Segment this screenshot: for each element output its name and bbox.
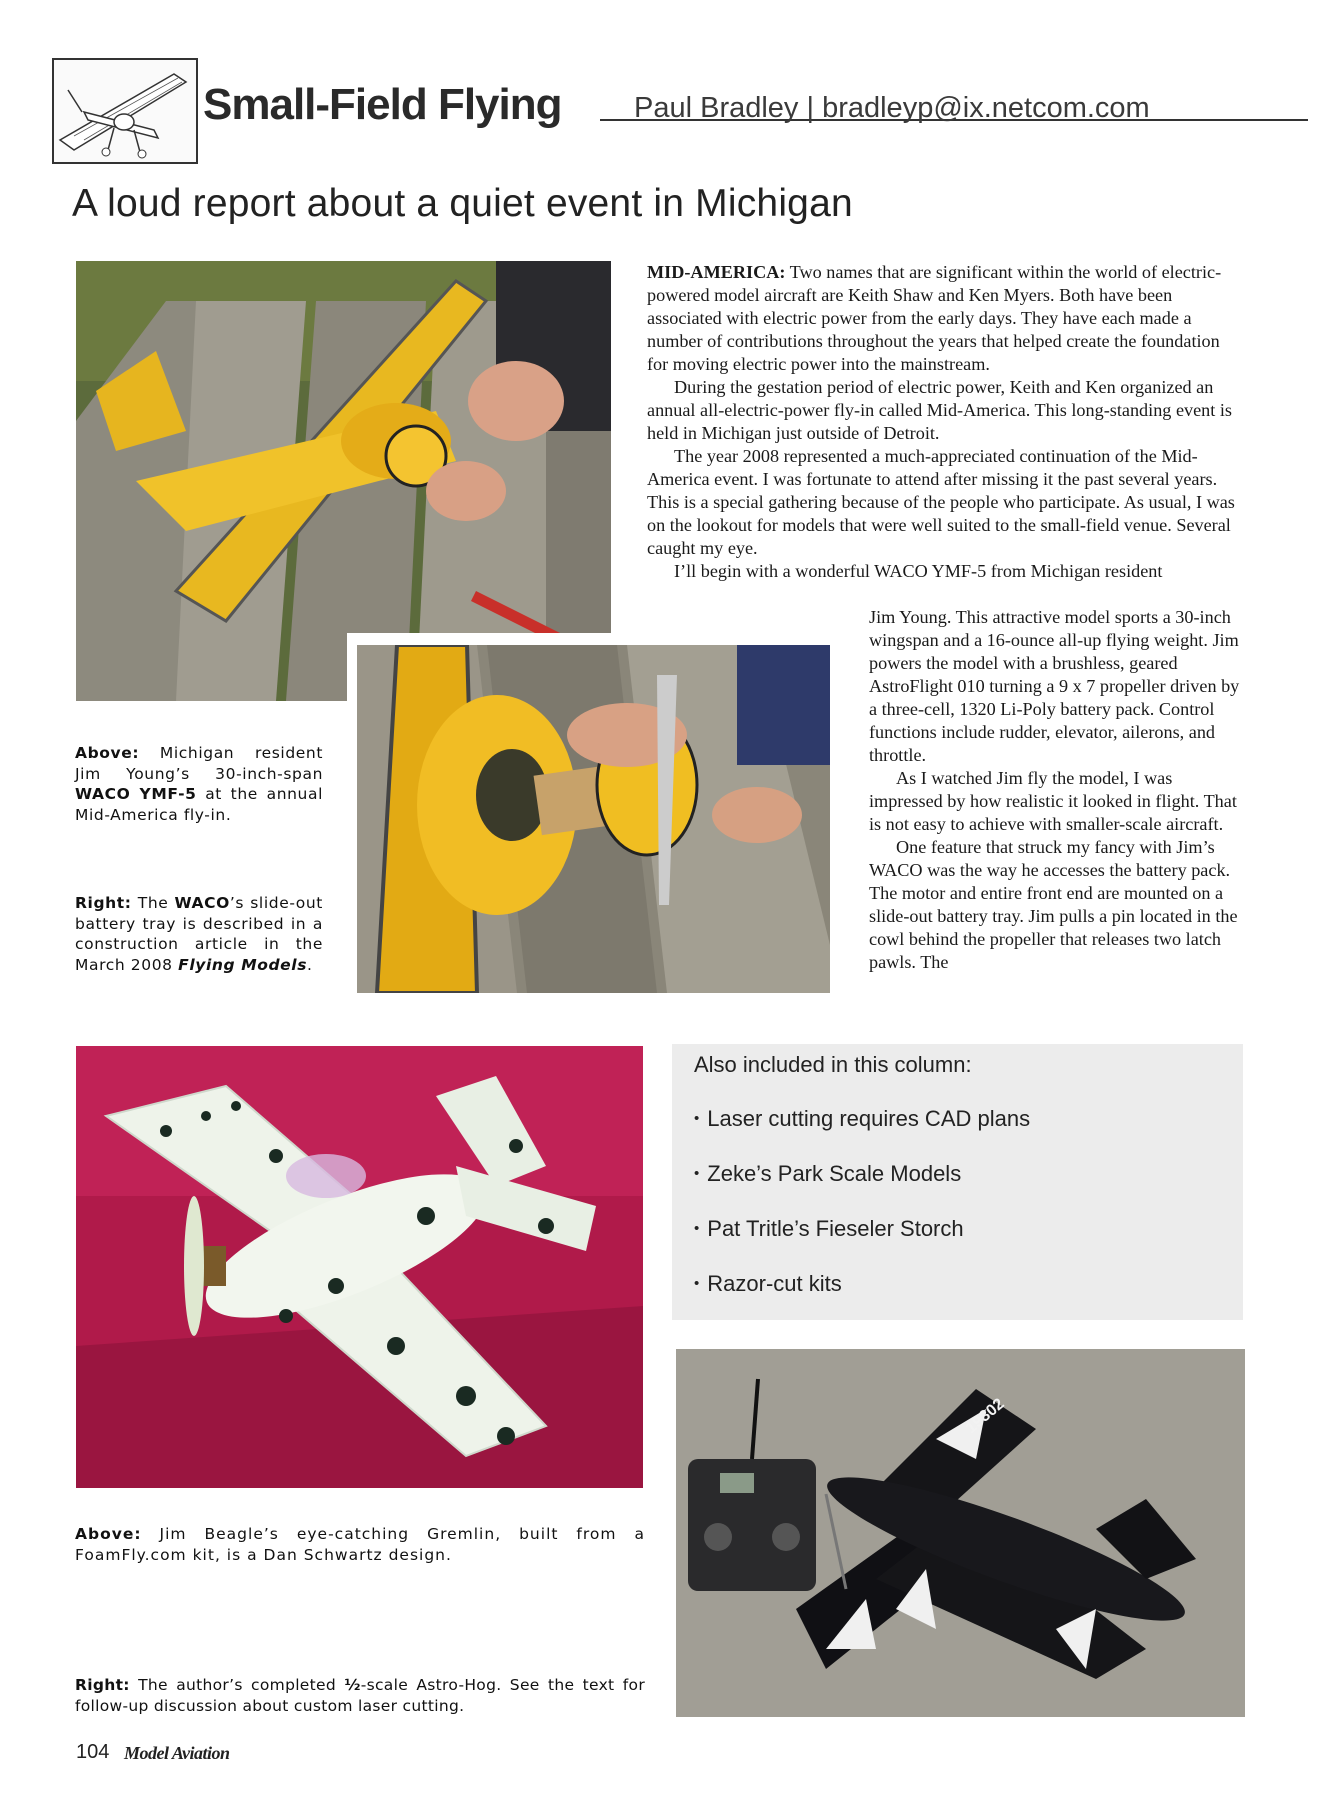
sidebar-item-zekes <box>694 1161 961 1187</box>
sidebar-item-storch <box>694 1216 964 1242</box>
photo-battery-tray <box>347 633 830 993</box>
sidebar-title: Also included in this column: <box>694 1052 972 1077</box>
paragraph-6: One feature that struck my fancy with Jim’s WACO was the way he accesses the battery pack. The motor and entire front end are mounted on a slide-out battery tray. Jim pulls a pin located in the cowl behind the propeller that releases two latch pawls. The <box>869 837 1238 972</box>
bullet-icon: • <box>694 1220 700 1237</box>
lead-in: MID-AMERICA: <box>647 262 786 282</box>
article-headline: A loud report about a quiet event in Michigan <box>72 182 853 225</box>
caption-lead: Right: <box>75 894 132 912</box>
bullet-icon: • <box>694 1275 700 1292</box>
caption-text: The author’s completed <box>138 1676 336 1694</box>
caption-fraction: ½ <box>344 1676 361 1694</box>
paragraph-4: I’ll begin with a wonderful WACO YMF-5 from Michigan resident <box>674 561 1163 581</box>
caption-text: ’s slide-out battery tray is described in a construction article in the March 2008 <box>75 894 323 974</box>
caption-lead: Above: <box>75 1525 142 1543</box>
caption-text: Jim Beagle’s eye-catching Gremlin, built from a FoamFly.com kit, is a Dan Schwartz design. <box>75 1525 645 1564</box>
caption-astro-hog <box>75 1675 645 1716</box>
caption-bold: WACO YMF-5 <box>75 785 197 803</box>
bullet-icon: • <box>694 1110 700 1127</box>
caption-bold: WACO <box>174 894 230 912</box>
sidebar-item-label: Razor-cut kits <box>707 1271 842 1296</box>
sidebar-item-laser-cutting <box>694 1106 1030 1132</box>
caption-lead: Above: <box>75 744 140 762</box>
sidebar-item-label: Laser cutting requires CAD plans <box>707 1106 1031 1131</box>
paragraph-3: The year 2008 represented a much-appreciated continuation of the Mid-America event. I was fortunate to attend after missing it the past several years. This is a special gathering because of the people who participate. As usual, I was on the lookout for models that were well suited to the small-field venue. Several caught my eye. <box>647 446 1235 558</box>
caption-text: -scale Astro-Hog. See the text for follow-up discussion about custom laser cutting. <box>75 1676 645 1715</box>
column-logo <box>52 58 198 164</box>
article-column-1 <box>647 261 1239 583</box>
aircraft-number: 19302 <box>962 1395 1008 1438</box>
caption-gremlin <box>75 1524 645 1565</box>
airplane-logo-icon <box>54 60 196 162</box>
paragraph-5: As I watched Jim fly the model, I was impressed by how realistic it looked in flight. That is not easy to achieve with smaller-scale aircraft. <box>869 768 1237 834</box>
paragraph-1-text: Two names that are significant within the world of electric-powered model aircraft are Keith Shaw and Ken Myers. Both have been associated with electric power from the early days. They have each made a number of contributions throughout the years that helped create the foundation for moving electric power into the mainstream. <box>647 262 1222 374</box>
photo-gremlin <box>76 1046 643 1488</box>
sidebar-item-razor-cut <box>694 1271 842 1297</box>
author-byline: Paul Bradley | bradleyp@ix.netcom.com <box>634 92 1150 124</box>
paragraph-4-continued: Jim Young. This attractive model sports a 30-inch wingspan and a 16-ounce all-up flying weight. Jim powers the model with a brushless, geared AstroFlight 010 turning a 9 x 7 propeller driven by a three-cell, 1320 Li-Poly battery pack. Control functions include rudder, elevator, ailerons, and throttle. <box>869 607 1240 765</box>
paragraph-1 <box>647 261 1239 376</box>
paragraph-2: During the gestation period of electric power, Keith and Ken organized an annual all-electric-power fly-in called Mid-America. This long-standing event is held in Michigan just outside of Detroit. <box>647 377 1233 443</box>
caption-battery-tray <box>75 893 323 975</box>
column-title: Small-Field Flying <box>203 80 562 129</box>
article-column-2 <box>869 606 1241 974</box>
caption-text: at the annual Mid-America fly-in. <box>75 785 323 824</box>
photo-astro-hog <box>676 1349 1245 1717</box>
caption-waco <box>75 743 323 825</box>
magazine-name: Model Aviation <box>124 1743 230 1763</box>
sidebar-item-label: Pat Tritle’s Fieseler Storch <box>707 1216 964 1241</box>
caption-text: Michigan resident Jim Young’s 30-inch-span <box>75 744 323 783</box>
page-number: 104 <box>76 1741 110 1763</box>
caption-text: . <box>307 955 313 974</box>
caption-lead: Right: <box>75 1676 130 1694</box>
caption-italic: Flying Models <box>178 955 308 974</box>
sidebar-item-label: Zeke’s Park Scale Models <box>707 1161 962 1186</box>
bullet-icon: • <box>694 1165 700 1182</box>
caption-text: The <box>137 894 169 912</box>
